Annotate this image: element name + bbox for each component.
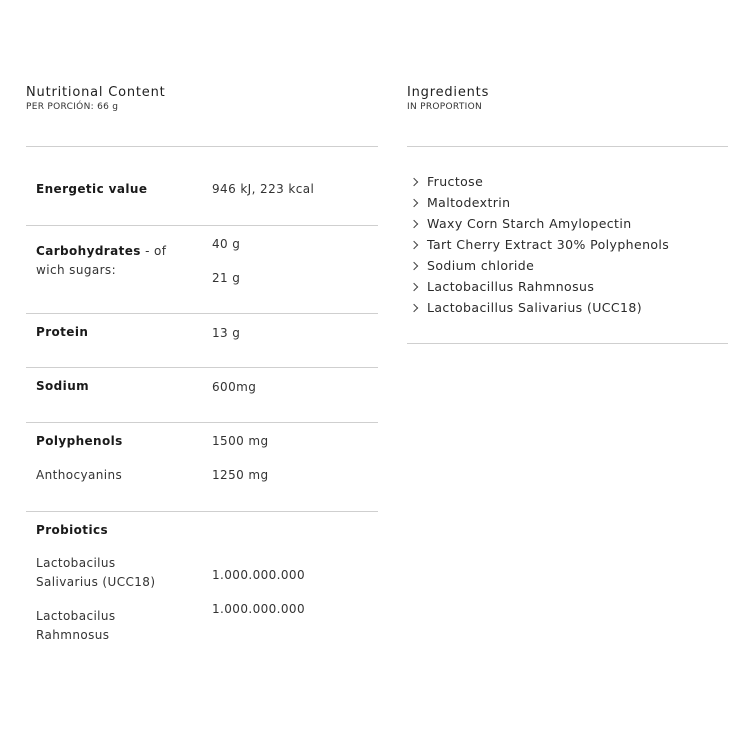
divider xyxy=(407,343,728,344)
ingredients-subtitle: IN PROPORTION xyxy=(407,102,482,112)
ingredient-item xyxy=(410,297,669,318)
ingredient-label: Maltodextrin xyxy=(427,194,511,210)
energetic-value: 946 kJ, 223 kcal xyxy=(212,182,315,196)
nutrition-subtitle: PER PORCIÓN: 66 g xyxy=(26,102,119,112)
chevron-right-icon xyxy=(410,198,418,206)
sugars-label: wich sugars: xyxy=(36,263,117,277)
sodium-value: 600mg xyxy=(212,380,257,394)
ingredient-item xyxy=(410,255,669,276)
ingredient-label: Fructose xyxy=(427,173,484,189)
carbohydrates-label-main: Carbohydrates xyxy=(36,244,141,258)
divider xyxy=(26,225,378,226)
carbohydrates-label-suffix: - of xyxy=(140,244,167,258)
ingredient-label: Lactobacillus Salivarius (UCC18) xyxy=(427,299,643,315)
protein-label: Protein xyxy=(36,325,89,339)
ingredients-title: Ingredients xyxy=(407,85,490,100)
ingredient-item xyxy=(410,171,669,192)
ingredient-label: Tart Cherry Extract 30% Polyphenols xyxy=(427,236,670,252)
ingredient-label: Waxy Corn Starch Amylopectin xyxy=(427,215,632,231)
probiotic-value: 1.000.000.000 xyxy=(212,568,305,582)
ingredient-item xyxy=(410,234,669,255)
chevron-right-icon xyxy=(410,177,418,185)
polyphenols-value: 1500 mg xyxy=(212,434,269,448)
carbohydrates-value: 40 g xyxy=(212,237,241,251)
divider xyxy=(407,146,728,147)
sugars-value: 21 g xyxy=(212,271,241,285)
probiotic-name-line2: Rahmnosus xyxy=(36,628,110,642)
ingredient-item xyxy=(410,192,669,213)
divider xyxy=(26,146,378,147)
divider xyxy=(26,313,378,314)
probiotic-name-line2: Salivarius (UCC18) xyxy=(36,575,156,589)
divider xyxy=(26,511,378,512)
probiotic-value: 1.000.000.000 xyxy=(212,602,305,616)
energetic-label: Energetic value xyxy=(36,182,148,196)
ingredient-item xyxy=(410,213,669,234)
ingredients-list xyxy=(410,171,669,318)
ingredient-label: Lactobacillus Rahmnosus xyxy=(427,278,595,294)
chevron-right-icon xyxy=(410,219,418,227)
nutrition-title: Nutritional Content xyxy=(26,85,166,100)
chevron-right-icon xyxy=(410,240,418,248)
ingredient-label: Sodium chloride xyxy=(427,257,535,273)
ingredient-item xyxy=(410,276,669,297)
anthocyanins-value: 1250 mg xyxy=(212,468,269,482)
polyphenols-label: Polyphenols xyxy=(36,434,123,448)
divider xyxy=(26,422,378,423)
protein-value: 13 g xyxy=(212,326,241,340)
probiotic-name-line1: Lactobacilus xyxy=(36,609,116,623)
probiotics-label: Probiotics xyxy=(36,523,109,537)
divider xyxy=(26,367,378,368)
chevron-right-icon xyxy=(410,282,418,290)
chevron-right-icon xyxy=(410,303,418,311)
anthocyanins-label: Anthocyanins xyxy=(36,468,123,482)
carbohydrates-label xyxy=(36,242,166,261)
sodium-label: Sodium xyxy=(36,379,90,393)
chevron-right-icon xyxy=(410,261,418,269)
probiotic-name-line1: Lactobacilus xyxy=(36,556,116,570)
